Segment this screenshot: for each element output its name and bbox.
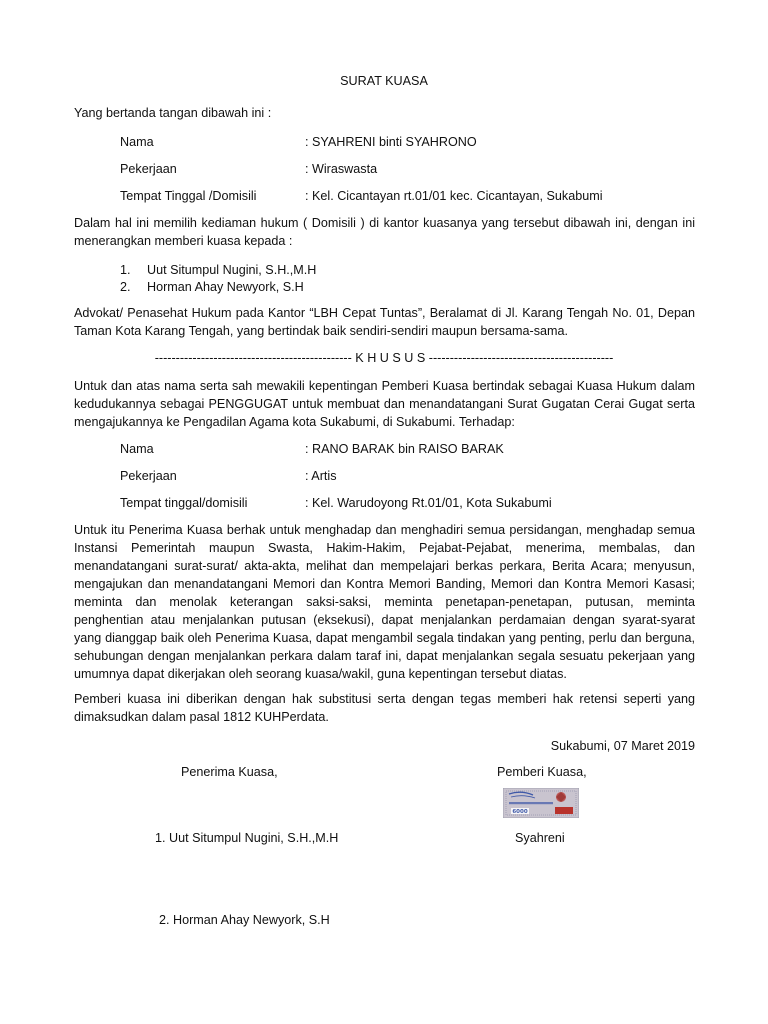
defendant-name-label: Nama [120, 442, 154, 456]
attorney-1-name: Uut Situmpul Nugini, S.H.,M.H [147, 263, 317, 277]
intro-text: Yang bertanda tangan dibawah ini : [74, 106, 272, 120]
stamp-value: 6000 [512, 809, 528, 815]
paragraph-line: mengajukan dan menandatangani Memori dan Kontra Memori Banding, Memori dan Kontra Memori Kasasi; [74, 577, 695, 591]
defendant-name-value: : RANO BARAK bin RAISO BARAK [305, 442, 504, 456]
paragraph-line: dimaksudkan dalam pasal 1812 KUHPerdata. [74, 710, 329, 724]
paragraph-line: Taman Kota Karang Tengah, yang bertindak baik sendiri-sendiri maupun bersama-sama. [74, 324, 569, 338]
paragraph-line: Untuk itu Penerima Kuasa berhak untuk menghadap dan menghadiri semua persidangan, menghadap semua [74, 523, 695, 537]
special-paragraph [74, 377, 695, 431]
attorney-2-name: Horman Ahay Newyork, S.H [147, 280, 304, 294]
paragraph-line: Pemberi kuasa ini diberikan dengan hak substitusi serta dengan tegas memberi hak retensi seperti yang [74, 692, 695, 706]
paragraph-line: menerangkan memberi kuasa kepada : [74, 234, 293, 248]
paragraph-line: umumnya dapat dikerjakan oleh seorang kuasa/wakil, guna kepentingan tersebut diatas. [74, 667, 567, 681]
grantor-name-label: Nama [120, 135, 154, 149]
document-title: SURAT KUASA [340, 74, 428, 88]
defendant-domicile-label: Tempat tinggal/domisili [120, 496, 248, 510]
paragraph-line: Instansi Pemerintah maupun Swasta, Hakim-Hakim, Pejabat-Pejabat, menerima, membalas, dan [74, 541, 695, 555]
paragraph-line: Untuk dan atas nama serta sah mewakili kepentingan Pemberi Kuasa bertindak sebagai Kuasa Hukum dalam [74, 379, 695, 393]
paragraph-line: Dalam hal ini memilih kediaman hukum ( Domisili ) di kantor kuasanya yang tersebut dibawah ini, dengan ini [74, 216, 695, 230]
defendant-occupation-value: : Artis [305, 469, 337, 483]
paragraph-line: kedudukannya sebagai PENGGUGAT untuk membuat dan menandatangani Surat Gugatan Cerai Gugat serta [74, 397, 695, 411]
stamp-graphic [503, 788, 579, 818]
attorney-2-number: 2. [120, 280, 131, 294]
grantor-name-value: : SYAHRENI binti SYAHRONO [305, 135, 477, 149]
powers-paragraph [74, 521, 695, 683]
paragraph-line: yang dianggap baik oleh Penerima Kuasa, dapat mengambil segala tindakan yang penting, perlu dan berguna, [74, 631, 695, 645]
paragraph-line: meminta dan menolak keterangan saksi-saksi, meminta penetapan-penetapan, putusan, meminta [74, 595, 695, 609]
grantor-signature-name: Syahreni [515, 831, 565, 845]
substitution-paragraph [74, 690, 695, 726]
grantor-occupation-value: : Wiraswasta [305, 162, 378, 176]
paragraph-line: penghentian atau menjalankan putusan (eksekusi), dapat menjalankan perdamaian dengan syarat-syarat [74, 613, 695, 627]
special-divider: ----------------------------------------------- K H U S U S -------------------------------------------- [154, 351, 614, 365]
paragraph-line: Advokat/ Penasehat Hukum pada Kantor “LBH Cepat Tuntas”, Beralamat di Jl. Karang Tengah No. 01, Depan [74, 306, 695, 320]
domicile-paragraph [74, 214, 695, 250]
grantor-domicile-label: Tempat Tinggal /Domisili [120, 189, 257, 203]
recipient-label: Penerima Kuasa, [181, 765, 278, 779]
paragraph-line: mengajukannya ke Pengadilan Agama kota Sukabumi, di Sukabumi. Terhadap: [74, 415, 515, 429]
attorney-1-number: 1. [120, 263, 131, 277]
place-date: Sukabumi, 07 Maret 2019 [550, 739, 695, 753]
recipient-2-name: 2. Horman Ahay Newyork, S.H [159, 913, 330, 927]
grantor-domicile-value: : Kel. Cicantayan rt.01/01 kec. Cicantayan, Sukabumi [305, 189, 603, 203]
grantor-label: Pemberi Kuasa, [497, 765, 587, 779]
revenue-stamp [503, 788, 579, 818]
grantor-occupation-label: Pekerjaan [120, 162, 177, 176]
defendant-occupation-label: Pekerjaan [120, 469, 177, 483]
defendant-domicile-value: : Kel. Warudoyong Rt.01/01, Kota Sukabumi [305, 496, 552, 510]
recipient-1-name: 1. Uut Situmpul Nugini, S.H.,M.H [155, 831, 339, 845]
office-paragraph [74, 304, 695, 340]
paragraph-line: sehubungan dengan menjalankan perkara dalam taraf ini, dapat menjalankan segala sesuatu pekerjaan yang [74, 649, 695, 663]
paragraph-line: menandatangani surat-surat/ akta-akta, melihat dan mempelajari berkas perkara, Berita Acara; menyusun, [74, 559, 695, 573]
